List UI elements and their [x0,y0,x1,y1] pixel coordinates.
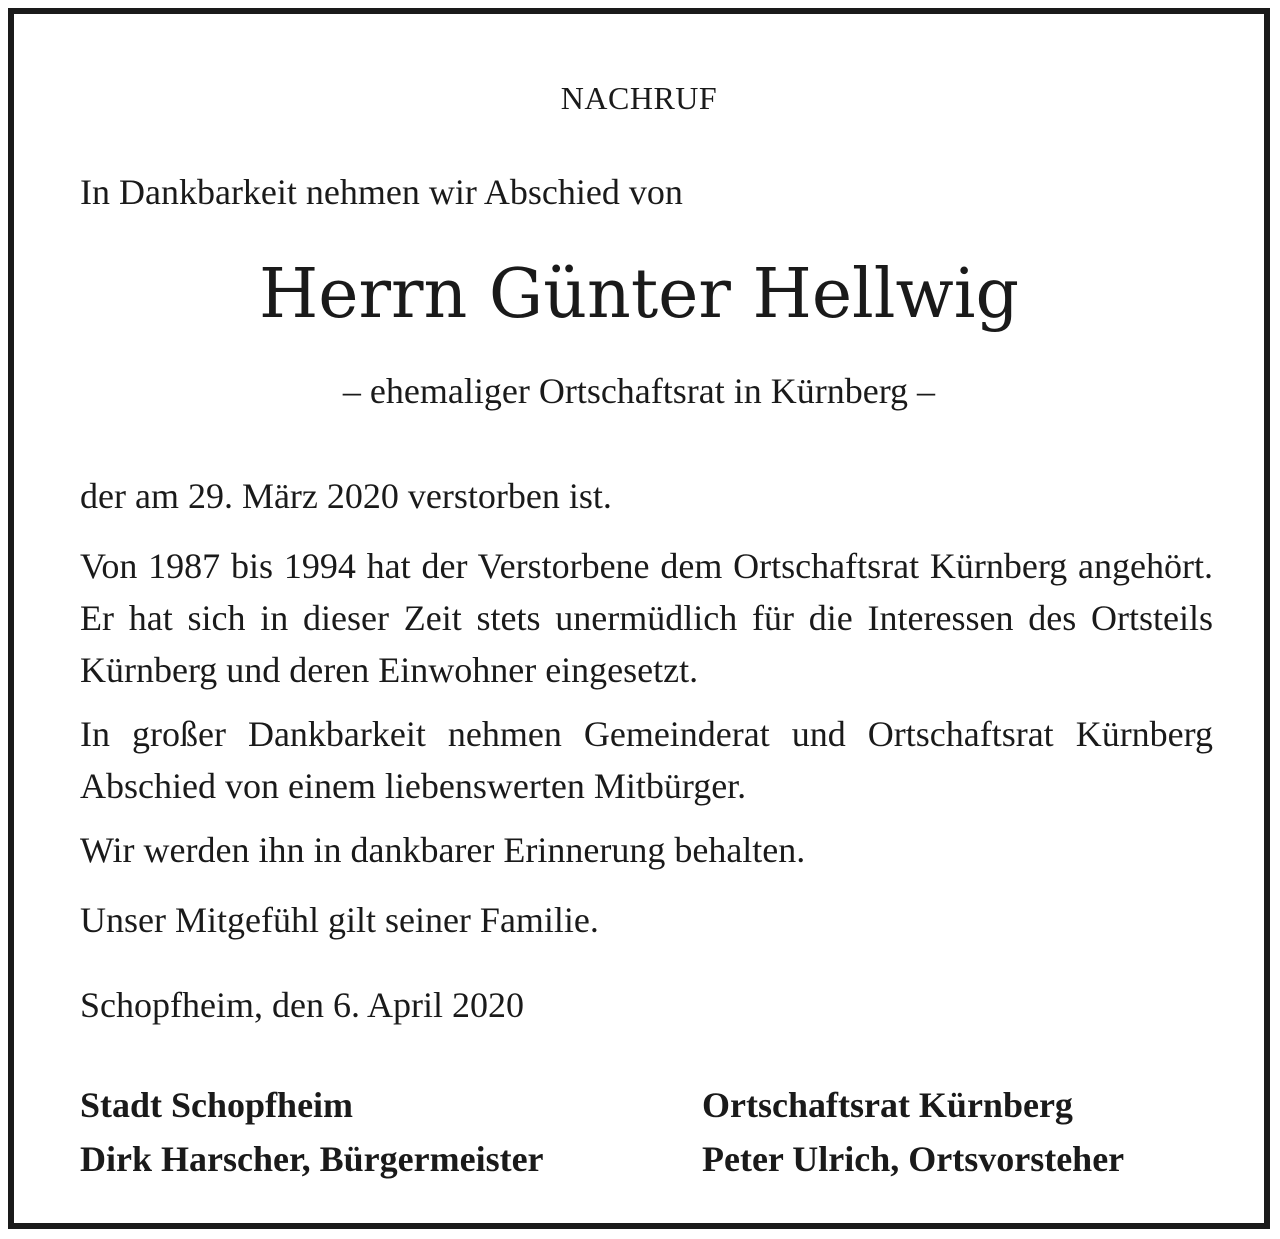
paragraph-gratitude: In großer Dankbarkeit nehmen Gemeinderat und Ortschaftsrat Kürnberg Abschied von einem liebenswerten Mitbürger. [80,714,1213,806]
signature-organization: Stadt Schopfheim [80,1085,354,1125]
signature-person: Dirk Harscher, Bürgermeister [80,1139,544,1179]
signature-organization: Ortschaftsrat Kürnberg [702,1085,1073,1125]
deceased-role: – ehemaliger Ortschaftsrat in Kürnberg – [342,371,936,411]
deceased-name: Herrn Günter Hellwig [258,255,1020,334]
place-date: Schopfheim, den 6. April 2020 [80,985,524,1025]
paragraph-memory: Wir werden ihn in dankbarer Erinnerung behalten. [80,830,806,870]
obituary-notice [8,8,1270,1229]
signature-block-city [80,1078,544,1186]
signature-person: Peter Ulrich, Ortsvorsteher [702,1139,1125,1179]
signature-block-council [702,1078,1124,1186]
paragraph-condolence: Unser Mitgefühl gilt seiner Familie. [80,900,599,940]
intro-line: In Dankbarkeit nehmen wir Abschied von [80,172,683,212]
paragraph-service: Von 1987 bis 1994 hat der Verstorbene dem Ortschaftsrat Kürnberg angehört. Er hat sich in dieser Zeit stets unermüdlich für die Interessen des Ortsteils Kürnberg und deren Einwohner eingesetzt. [80,546,1213,690]
paragraph-death-date: der am 29. März 2020 verstorben ist. [80,476,612,516]
notice-heading: NACHRUF [560,80,718,116]
